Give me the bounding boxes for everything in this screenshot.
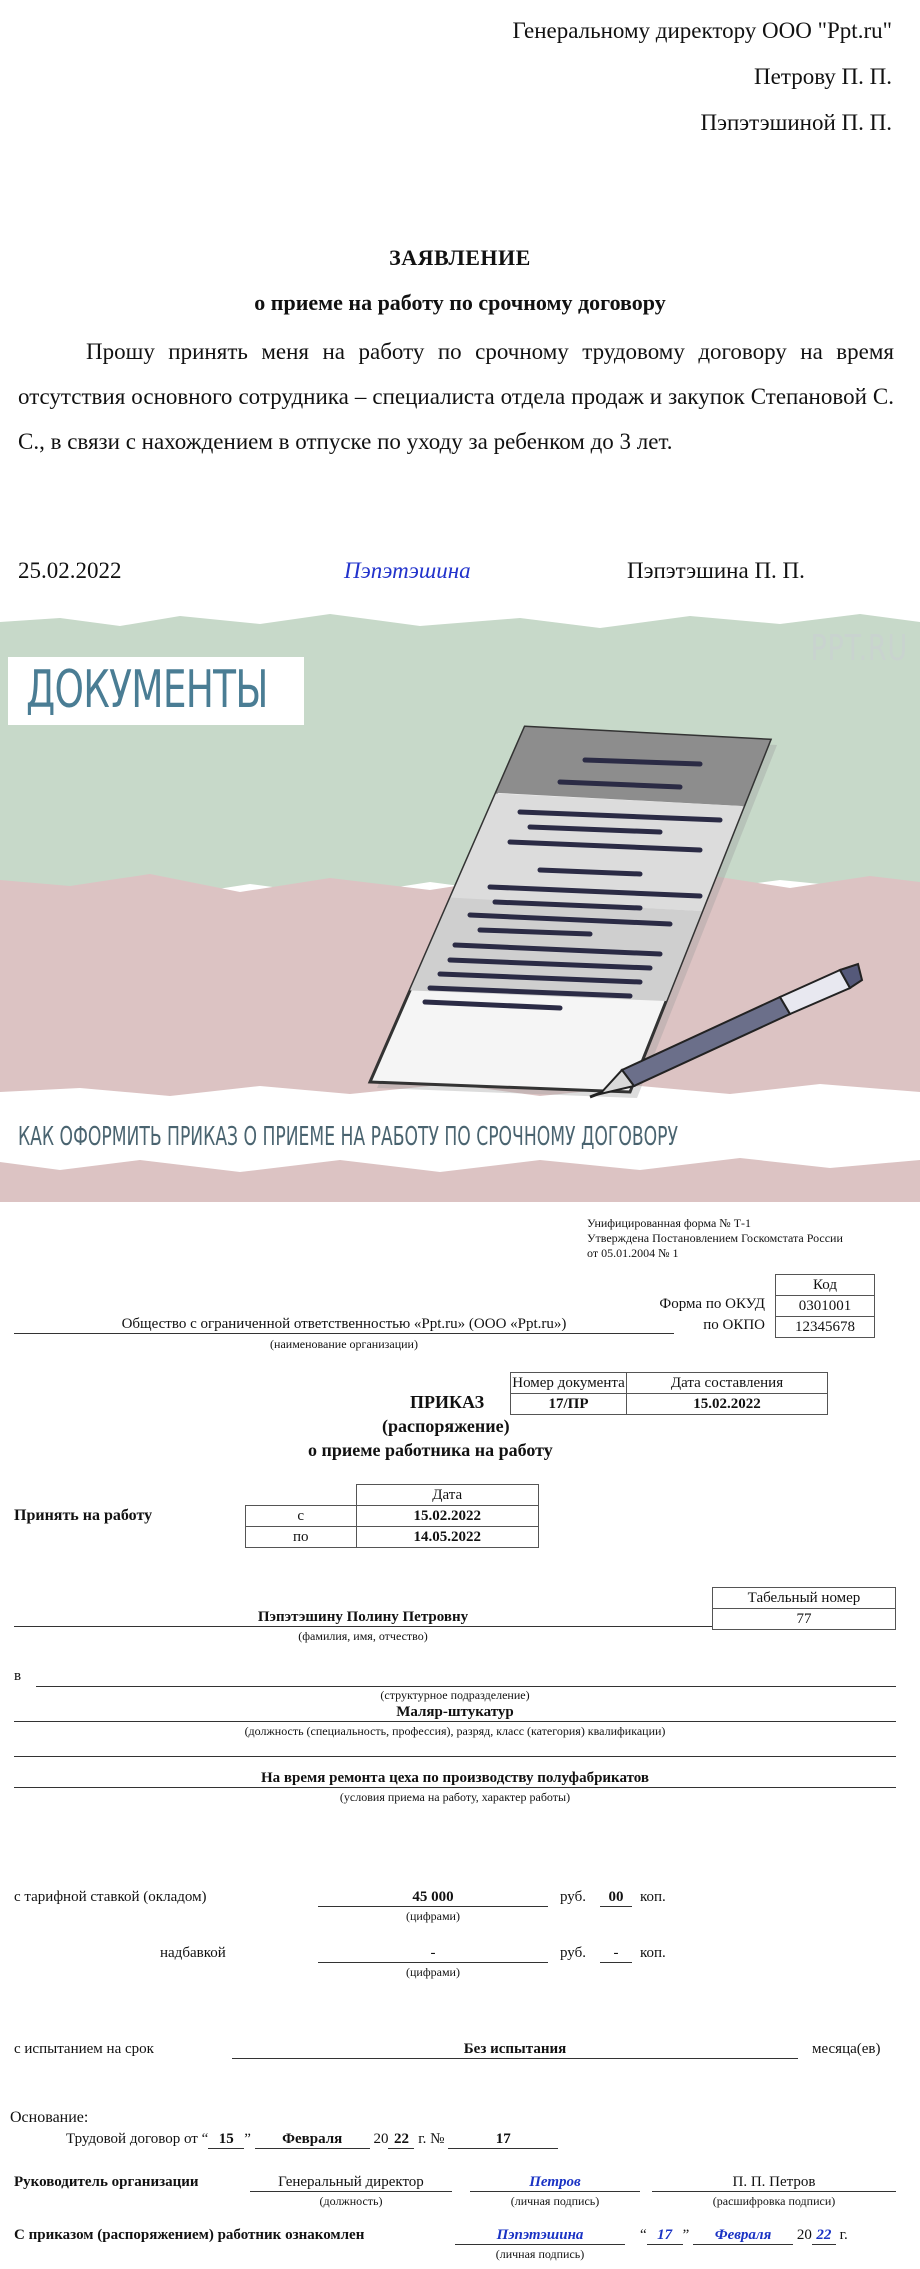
number-sign: № <box>430 2131 445 2147</box>
addressee-line-2: Петрову П. П. <box>754 64 892 89</box>
tabnum-table <box>712 1587 896 1630</box>
order-title: ПРИКАЗ <box>410 1392 485 1412</box>
position: Маляр-штукатур <box>14 1704 896 1722</box>
conditions-caption: (условия приема на работу, характер работы) <box>339 1790 571 1804</box>
letter-title: ЗАЯВЛЕНИЕ <box>389 245 531 270</box>
salary-digits-caption: (цифрами) <box>406 1909 460 1923</box>
org-caption: (наименование организации) <box>270 1337 418 1351</box>
letter-body <box>18 329 894 464</box>
contract-line: Трудовой договор от “ 15 ” Февраля 20 22 г. № 17 <box>66 2131 558 2149</box>
months-label: месяца(ев) <box>812 2041 881 2057</box>
form-note-2: Утверждена Постановлением Госкомстата России <box>587 1231 843 1245</box>
bonus-kop-value: - <box>600 1945 632 1963</box>
order-sub-2: о приеме работника на работу <box>308 1440 553 1460</box>
name-caption: (фамилия, имя, отчество) <box>298 1629 428 1643</box>
head-name: П. П. Петров <box>652 2174 896 2192</box>
okpo-label: по ОКПО <box>703 1317 765 1333</box>
docnum-header: Номер документа <box>511 1373 627 1394</box>
from-date: 15.02.2022 <box>356 1506 539 1527</box>
code-table <box>775 1274 875 1338</box>
head-position: Генеральный директор <box>250 2174 452 2192</box>
letter-date: 25.02.2022 <box>18 558 122 583</box>
contract-number: 17 <box>448 2131 558 2149</box>
head-name-caption: (расшифровка подписи) <box>712 2194 836 2208</box>
contract-month: Февраля <box>255 2131 370 2149</box>
bonus-rub-label: руб. <box>560 1945 586 1961</box>
salary-kop-value: 00 <box>600 1889 632 1907</box>
position-extra-line <box>14 1738 896 1757</box>
ack-month: Февраля <box>693 2227 793 2245</box>
watermark: PPT.RU <box>810 628 908 669</box>
docdate-header: Дата составления <box>627 1373 828 1394</box>
ack-date: “ 17 ” Февраля 20 22 г. <box>640 2227 848 2243</box>
employee-name: Пэпэтэшину Полину Петровну <box>14 1609 712 1627</box>
to-date: 14.05.2022 <box>356 1527 539 1548</box>
form-note-1: Унифицированная форма № Т-1 <box>587 1216 752 1230</box>
banner-caption: КАК ОФОРМИТЬ ПРИКАЗ О ПРИЕМЕ НА РАБОТУ ПО СРОЧНОМУ ДОГОВОРУ <box>18 1122 678 1152</box>
doc-number-table <box>510 1372 828 1415</box>
code-header: Код <box>776 1275 875 1296</box>
letter-subtitle: о приеме на работу по срочному договору <box>254 290 666 315</box>
head-label: Руководитель организации <box>14 2174 199 2190</box>
employee-signature-caption: (личная подпись) <box>495 2247 585 2261</box>
from-label: с <box>246 1506 357 1527</box>
letter-body-text: Прошу принять меня на работу по срочному трудовому договору на время отсутствия основного сотрудника – специалиста отдела продаж и закупок Степановой С. С., в связи с нахождением в отпуске по уходу за ребенком до 3 лет. <box>18 339 894 454</box>
okpo-value: 12345678 <box>776 1317 875 1338</box>
sender-line: Пэпэтэшиной П. П. <box>700 110 892 135</box>
doc-date: 15.02.2022 <box>627 1394 828 1415</box>
contract-label: Трудовой договор от <box>66 2131 198 2147</box>
doc-number: 17/ПР <box>511 1394 627 1415</box>
conditions: На время ремонта цеха по производству полуфабрикатов <box>14 1770 896 1788</box>
dept-caption: (структурное подразделение) <box>380 1688 530 1702</box>
head-position-caption: (должность) <box>319 2194 383 2208</box>
letter-signature: Пэпэтэшина <box>344 558 471 583</box>
hire-label: Принять на работу <box>14 1507 153 1524</box>
salary-value: 45 000 <box>318 1889 548 1907</box>
head-signature-caption: (личная подпись) <box>510 2194 600 2208</box>
probation-label: с испытанием на срок <box>14 2041 154 2057</box>
hire-dates-table <box>245 1484 539 1548</box>
bonus-digits-caption: (цифрами) <box>406 1965 460 1979</box>
in-label: в <box>14 1668 22 1684</box>
ack-year: 22 <box>812 2227 836 2245</box>
to-label: по <box>246 1527 357 1548</box>
addressee-line-1: Генеральному директору ООО "Ppt.ru" <box>512 18 892 43</box>
bonus-value: - <box>318 1945 548 1963</box>
org-name: Общество с ограниченной ответственностью «Ppt.ru» (ООО «Ppt.ru») <box>14 1316 674 1334</box>
form-note-3: от 05.01.2004 № 1 <box>587 1246 679 1260</box>
contract-day: 15 <box>208 2131 244 2149</box>
bonus-kop-label: коп. <box>640 1945 666 1961</box>
salary-rub-label: руб. <box>560 1889 586 1905</box>
probation-value: Без испытания <box>232 2041 798 2059</box>
acquainted-label: С приказом (распоряжением) работник ознакомлен <box>14 2227 365 2243</box>
dept-field <box>36 1668 896 1687</box>
banner-label: ДОКУМЕНТЫ <box>26 660 268 720</box>
ack-day: 17 <box>647 2227 683 2245</box>
ack-year-suffix: г. <box>839 2227 848 2243</box>
salary-label: с тарифной ставкой (окладом) <box>14 1889 207 1905</box>
tabnum-header: Табельный номер <box>713 1588 896 1609</box>
year-prefix: 20 <box>373 2131 389 2147</box>
okud-value: 0301001 <box>776 1296 875 1317</box>
contract-year: 22 <box>388 2131 414 2149</box>
order-sub-1: (распоряжение) <box>382 1416 510 1436</box>
okud-label: Форма по ОКУД <box>659 1296 765 1312</box>
form-header-note <box>587 1216 843 1261</box>
basis-label: Основание: <box>10 2109 89 2126</box>
position-caption: (должность (специальность, профессия), разряд, класс (категория) квалификации) <box>244 1724 666 1738</box>
year-suffix: г. <box>418 2131 427 2147</box>
employee-signature: Пэпэтэшина <box>455 2227 625 2245</box>
date-header: Дата <box>356 1485 539 1506</box>
bonus-label: надбавкой <box>160 1945 226 1961</box>
letter-signature-decoded: Пэпэтэшина П. П. <box>627 558 805 583</box>
head-signature: Петров <box>470 2174 640 2192</box>
tabnum-value: 77 <box>713 1609 896 1630</box>
ack-year-prefix: 20 <box>796 2227 812 2243</box>
salary-kop-label: коп. <box>640 1889 666 1905</box>
